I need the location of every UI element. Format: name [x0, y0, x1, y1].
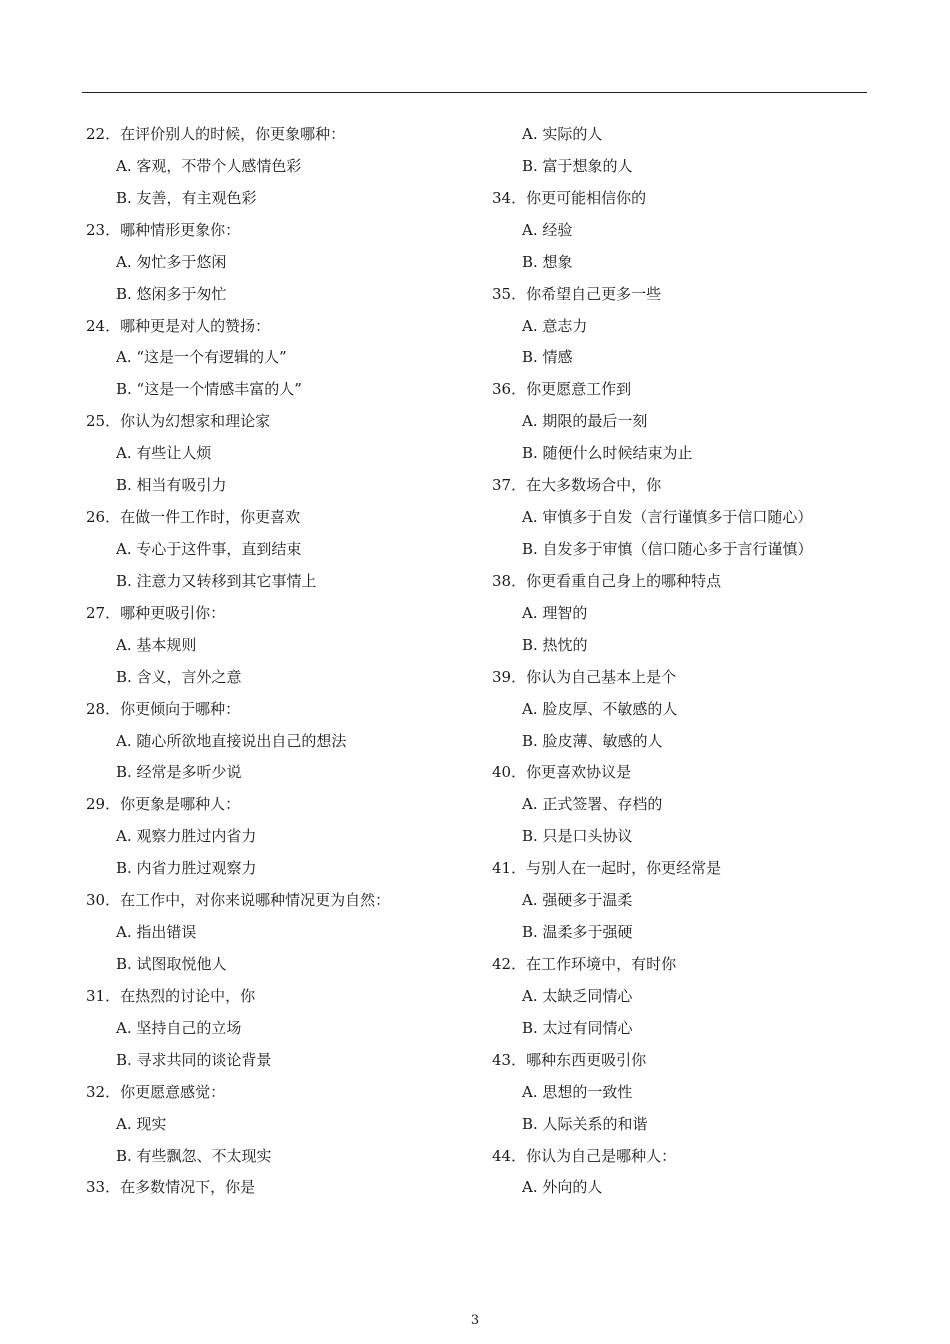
question-text: 23．哪种情形更象你：	[86, 220, 241, 239]
answer-option: A. 太缺乏同情心	[522, 986, 633, 1005]
question-text: 32．你更愿意感觉：	[86, 1082, 226, 1101]
page-number: 3	[470, 1313, 480, 1328]
answer-option: A. 审慎多于自发（言行谨慎多于信口随心）	[522, 508, 813, 527]
answer-option: B. 情感	[522, 348, 573, 367]
answer-option: A. 期限的最后一刻	[522, 412, 648, 431]
answer-option: B. 含义，言外之意	[116, 667, 242, 686]
answer-option: A. 基本规则	[116, 635, 197, 654]
answer-option: A. 外向的人	[522, 1178, 603, 1197]
answer-option: A. 实际的人	[522, 125, 603, 143]
answer-option: B. 温柔多于强硬	[522, 923, 633, 942]
answer-option: A. 匆忙多于悠闲	[116, 252, 227, 271]
answer-option: A. 随心所欲地直接说出自己的想法	[116, 731, 347, 750]
answer-option: A. 意志力	[522, 316, 588, 335]
answer-option: A. 坚持自己的立场	[116, 1018, 242, 1037]
answer-option: B. “这是一个情感丰富的人”	[116, 380, 302, 399]
answer-option: B. 寻求共同的谈论背景	[116, 1050, 272, 1069]
answer-option: A. 现实	[116, 1114, 167, 1133]
answer-option: B. 热忱的	[522, 635, 588, 654]
answer-option: B. 经常是多听少说	[116, 763, 242, 782]
left-column	[86, 119, 486, 1204]
question-text: 40．你更喜欢协议是	[492, 763, 632, 782]
question-text: 28．你更倾向于哪种：	[86, 699, 241, 718]
answer-option: B. 人际关系的和谐	[522, 1114, 648, 1133]
answer-option: A. 强硬多于温柔	[522, 891, 633, 910]
question-text: 41．与别人在一起时，你更经常是	[492, 859, 722, 878]
answer-option: A. 指出错误	[116, 923, 197, 942]
question-text: 44．你认为自己是哪种人：	[492, 1146, 677, 1165]
question-text: 31．在热烈的讨论中，你	[86, 986, 256, 1005]
answer-option: B. 随便什么时候结束为止	[522, 444, 693, 463]
right-column	[492, 119, 892, 1204]
answer-option: B. 有些飘忽、不太现实	[116, 1146, 272, 1165]
question-text: 35．你希望自己更多一些	[492, 284, 662, 303]
answer-option: A. 思想的一致性	[522, 1082, 633, 1101]
question-text: 25．你认为幻想家和理论家	[86, 412, 271, 431]
answer-option: A. 理智的	[522, 603, 588, 622]
question-text: 26．在做一件工作时，你更喜欢	[86, 508, 301, 527]
answer-option: A. 脸皮厚、不敏感的人	[522, 699, 678, 718]
answer-option: B. 太过有同情心	[522, 1018, 633, 1037]
question-text: 29．你更象是哪种人：	[86, 795, 241, 814]
question-text: 36．你更愿意工作到	[492, 380, 632, 399]
answer-option: A. 专心于这件事，直到结束	[116, 539, 302, 558]
answer-option: B. 富于想象的人	[522, 156, 633, 175]
answer-option: B. 想象	[522, 252, 573, 271]
answer-option: A. 经验	[522, 220, 573, 239]
answer-option: B. 悠闲多于匆忙	[116, 284, 227, 303]
question-text: 33．在多数情况下，你是	[86, 1178, 256, 1197]
answer-option: A. 正式签署、存档的	[522, 795, 663, 814]
header-rule	[82, 92, 867, 93]
answer-option: B. 只是口头协议	[522, 827, 633, 846]
question-text: 43．哪种东西更吸引你	[492, 1050, 647, 1069]
question-text: 38．你更看重自己身上的哪种特点	[492, 571, 722, 590]
question-text: 37．在大多数场合中，你	[492, 476, 662, 495]
answer-option: A. 有些让人烦	[116, 444, 212, 463]
answer-option: B. 友善，有主观色彩	[116, 188, 257, 207]
question-text: 22．在评价别人的时候，你更象哪种：	[86, 125, 346, 143]
question-text: 34．你更可能相信你的	[492, 188, 647, 207]
answer-option: B. 自发多于审慎（信口随心多于言行谨慎）	[522, 539, 813, 558]
question-text: 24．哪种更是对人的赞扬：	[86, 316, 271, 335]
answer-option: B. 注意力又转移到其它事情上	[116, 571, 317, 590]
answer-option: B. 相当有吸引力	[116, 476, 227, 495]
answer-option: A. “这是一个有逻辑的人”	[116, 348, 287, 367]
answer-option: B. 试图取悦他人	[116, 954, 227, 973]
question-text: 39．你认为自己基本上是个	[492, 667, 677, 686]
question-text: 30．在工作中，对你来说哪种情况更为自然：	[86, 891, 391, 910]
answer-option: B. 内省力胜过观察力	[116, 859, 257, 878]
answer-option: A. 客观，不带个人感情色彩	[116, 156, 302, 175]
answer-option: A. 观察力胜过内省力	[116, 827, 257, 846]
question-text: 42．在工作环境中，有时你	[492, 954, 677, 973]
question-text: 27．哪种更吸引你：	[86, 603, 226, 622]
answer-option: B. 脸皮薄、敏感的人	[522, 731, 663, 750]
